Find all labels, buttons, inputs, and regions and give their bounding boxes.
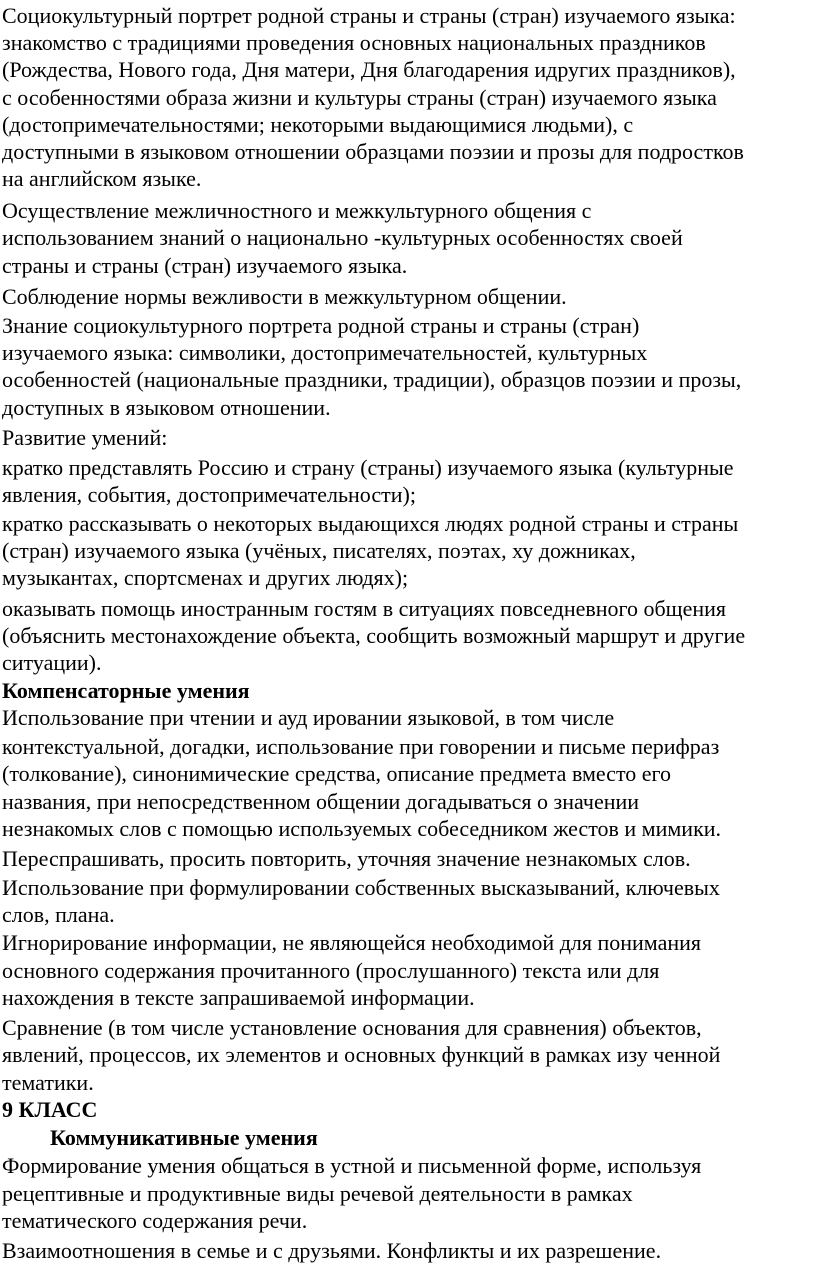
text-line: Игнорирование информации, не являющейся необходимой для понимания	[2, 930, 702, 955]
text-line: страны и страны (стран) изучаемого языка.	[2, 253, 408, 278]
text-line: ситуации).	[2, 650, 102, 675]
text-line: Формирование умения общаться в устной и письменной форме, используя	[2, 1153, 702, 1178]
text-line: явлений, процессов, их элементов и основных функций в рамках изу ченной	[2, 1042, 721, 1067]
text-line: оказывать помощь иностранным гостям в ситуациях повседневного общения	[2, 596, 727, 621]
text-line: на английском языке.	[2, 166, 202, 191]
text-line: Соблюдение нормы вежливости в межкультурном общении.	[2, 284, 567, 309]
text-line: Знание социокультурного портрета родной страны и страны (стран)	[2, 313, 640, 338]
subsection-heading: Коммуникативные умения	[50, 1125, 318, 1150]
text-line: с особенностями образа жизни и культуры страны (стран) изучаемого языка	[2, 85, 717, 110]
text-line: Использование при формулировании собственных высказываний, ключевых	[2, 875, 720, 900]
text-line: Развитие умений:	[2, 425, 168, 450]
text-line: (объяснить местонахождение объекта, сообщить возможный маршрут и другие	[2, 623, 746, 648]
text-line: кратко рассказывать о некоторых выдающихся людях родной страны и страны	[2, 511, 739, 536]
text-line: явления, события, достопримечательности);	[2, 482, 416, 507]
text-line: Социокультурный портрет родной страны и страны (стран) изучаемого языка:	[2, 3, 736, 28]
text-line: слов, плана.	[2, 902, 115, 927]
text-line: (стран) изучаемого языка (учёных, писателях, поэтах, ху дожниках,	[2, 538, 636, 563]
text-line: музыкантах, спортсменах и других людях);	[2, 565, 409, 590]
text-line: основного содержания прочитанного (прослушанного) текста или для	[2, 958, 660, 983]
text-line: контекстуальной, догадки, использование при говорении и письме перифраз	[2, 734, 720, 759]
text-line: Осуществление межличностного и межкультурного общения с	[2, 198, 592, 223]
text-line: незнакомых слов с помощью используемых собеседником жестов и мимики.	[2, 816, 722, 841]
text-line: (толкование), синонимические средства, описание предмета вместо его	[2, 761, 672, 786]
text-line: Переспрашивать, просить повторить, уточняя значение незнакомых слов.	[2, 846, 691, 871]
text-line: тематического содержания речи.	[2, 1208, 308, 1233]
text-line: тематики.	[2, 1070, 94, 1095]
text-line: Использование при чтении и ауд ировании языковой, в том числе	[2, 705, 615, 730]
section-heading: Компенсаторные умения	[2, 678, 250, 703]
text-line: доступными в языковом отношении образцами поэзии и прозы для подростков	[2, 139, 744, 164]
text-line: знакомство с традициями проведения основных национальных праздников	[2, 30, 706, 55]
text-line: использованием знаний о национально -культурных особенностях своей	[2, 225, 683, 250]
text-line: названия, при непосредственном общении догадываться о значении	[2, 789, 640, 814]
class-heading: 9 КЛАСС	[2, 1097, 98, 1122]
text-line: изучаемого языка: символики, достопримечательностей, культурных	[2, 340, 648, 365]
text-line: (достопримечательностями; некоторыми выдающимися людьми), с	[2, 112, 634, 137]
text-line: Сравнение (в том числе установление основания для сравнения) объектов,	[2, 1015, 702, 1040]
text-line: (Рождества, Нового года, Дня матери, Дня благодарения идругих праздников),	[2, 57, 736, 82]
text-line: особенностей (национальные праздники, традиции), образцов поэзии и прозы,	[2, 367, 742, 392]
text-line: нахождения в тексте запрашиваемой информации.	[2, 985, 475, 1010]
text-line: кратко представлять Россию и страну (страны) изучаемого языка (культурные	[2, 455, 734, 480]
text-line: рецептивные и продуктивные виды речевой деятельности в рамках	[2, 1181, 633, 1206]
text-line: Взаимоотношения в семье и с друзьями. Конфликты и их разрешение.	[2, 1238, 662, 1263]
text-line: доступных в языковом отношении.	[2, 395, 331, 420]
